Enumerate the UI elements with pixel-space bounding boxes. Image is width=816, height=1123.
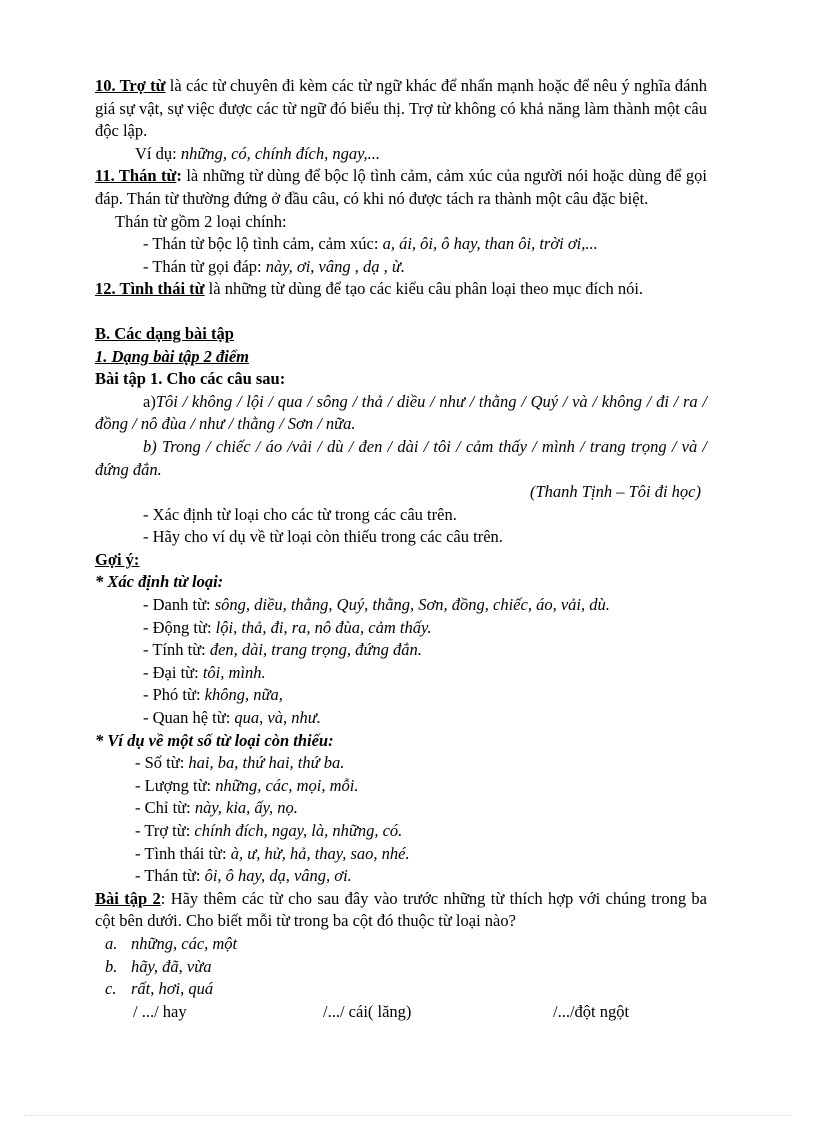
column-1: / .../ hay (133, 1001, 187, 1021)
option-text: những, các, một (131, 933, 238, 953)
word-class-label: - Chỉ từ: (135, 798, 195, 818)
section-12-paragraph (95, 278, 707, 301)
word-class-examples: chính đích, ngay, là, những, có. (194, 821, 403, 840)
exercise-1-title: Bài tập 1. Cho các câu sau: (95, 369, 286, 389)
type-1-examples: a, ái, ôi, ô hay, than ôi, trời ơi,... (382, 234, 598, 254)
word-class-label: - Tình thái từ: (135, 843, 231, 863)
word-class-examples: qua, và, như. (234, 708, 321, 728)
section-10-example (95, 143, 707, 166)
spacer (95, 301, 707, 323)
word-class-examples: này, kia, ấy, nọ. (194, 798, 298, 818)
section-11-paragraph (95, 165, 707, 210)
section-10-heading: 10. Trợ từ (95, 76, 166, 95)
option-label: c. (105, 979, 117, 999)
exercise-1-sentence-a (95, 391, 707, 436)
section-b-subtitle: 1. Dạng bài tập 2 điểm (95, 346, 250, 366)
section-11-colon: : (176, 166, 182, 186)
option-item (95, 978, 707, 1001)
option-item (95, 933, 707, 956)
missing-title: * Ví dụ về một số từ loại còn thiếu: (95, 730, 334, 750)
word-class-label: - Phó từ: (143, 685, 205, 705)
missing-item (95, 797, 707, 820)
classify-title: * Xác định từ loại: (95, 572, 224, 592)
option-text: hãy, đã, vừa (131, 956, 212, 976)
word-class-examples: những, các, mọi, mỗi. (215, 775, 359, 795)
option-text: rất, hơi, quá (131, 979, 214, 999)
classify-item (95, 617, 707, 640)
classify-item (95, 594, 707, 617)
exercise-2-columns (95, 1001, 707, 1025)
exercise-2-paragraph (95, 888, 707, 933)
missing-item (95, 752, 707, 775)
word-class-label: - Lượng từ: (135, 775, 216, 795)
word-class-label: - Danh từ: (143, 595, 215, 615)
word-class-examples: hai, ba, thứ hai, thứ ba. (188, 753, 345, 773)
section-11-body: là những từ dùng để bộc lộ tình cảm, cảm xúc của người nói hoặc dùng để gọi đáp. Thán từ thường đứng ở đầu câu, có khi nó được tách ra thành một câu đặc biệt. (95, 166, 707, 208)
column-3: /.../đột ngột (553, 1001, 630, 1021)
word-class-examples: không, nữa, (204, 685, 283, 705)
type-2-examples: này, ơi, vâng , dạ , ừ. (265, 256, 406, 276)
document-page (95, 75, 707, 1025)
interjection-type-2 (95, 256, 707, 279)
word-class-label: - Tính từ: (143, 640, 210, 660)
word-class-examples: lội, thả, đi, ra, nô đùa, cảm thấy. (215, 617, 432, 637)
section-11-heading: 11. Thán từ (95, 166, 177, 186)
classify-list (95, 594, 707, 730)
section-12-body: là những từ dùng để tạo các kiểu câu phân loại theo mục đích nói. (204, 279, 644, 299)
type-2-label: - Thán từ gọi đáp: (143, 256, 266, 276)
classify-item (95, 662, 707, 685)
word-class-label: - Thán từ: (135, 866, 205, 886)
missing-item (95, 820, 707, 843)
section-10-body: là các từ chuyên đi kèm các từ ngữ khác để nhấn mạnh hoặc để nêu ý nghĩa đánh giá sự vật, sự việc được các từ ngữ đó biểu thị. Trợ từ không có khả năng làm thành một câu độc lập. (95, 76, 708, 141)
word-class-examples: sông, diều, thằng, Quý, thằng, Sơn, đồng, chiếc, áo, vải, dù. (214, 595, 610, 615)
missing-list (95, 752, 707, 888)
exercise-1-task-1: - Xác định từ loại cho các từ trong các câu trên. (143, 504, 457, 524)
sentence-a-text: Tôi / không / lội / qua / sông / thả / diều / như / thằng / Quý / và / không / đi / ra / đồng / nô đùa / như / thằng / Sơn / nữa. (95, 391, 707, 434)
section-12-heading: 12. Tình thái từ (95, 279, 205, 299)
word-class-examples: à, ư, hử, hả, thay, sao, nhé. (230, 843, 410, 863)
word-class-examples: ôi, ô hay, dạ, vâng, ơi. (204, 866, 352, 886)
word-class-label: - Quan hệ từ: (143, 708, 235, 728)
word-class-label: - Trợ từ: (135, 821, 195, 840)
example-text: những, có, chính đích, ngay,... (180, 143, 381, 163)
exercise-2-body: : Hãy thêm các từ cho sau đây vào trước những từ thích hợp với chúng trong ba cột bên dưới. Cho biết mỗi từ trong ba cột đó thuộc từ loại nào? (95, 888, 708, 931)
exercise-1-sentence-b: b) Trong / chiếc / áo /vải / dù / đen / dài / tôi / cảm thấy / mình / trang trọng / và / đứng đắn. (95, 436, 707, 479)
classify-item (95, 639, 707, 662)
exercise-1-source: (Thanh Tịnh – Tôi đi học) (530, 482, 701, 502)
missing-item (95, 843, 707, 866)
word-class-label: - Số từ: (135, 753, 189, 773)
classify-item (95, 684, 707, 707)
word-class-label: - Đại từ: (143, 662, 203, 682)
interjection-type-1 (95, 233, 707, 256)
section-b-title: B. Các dạng bài tập (95, 323, 234, 343)
option-label: b. (105, 956, 118, 976)
classify-item (95, 707, 707, 730)
word-class-examples: đen, dài, trang trọng, đứng đắn. (209, 640, 422, 660)
missing-item (95, 775, 707, 798)
page-bottom-rule (24, 1115, 792, 1116)
example-label: Ví dụ: (135, 143, 181, 163)
hint-title: Gợi ý: (95, 549, 140, 569)
section-10-paragraph (95, 75, 707, 143)
word-class-examples: tôi, mình. (202, 662, 266, 682)
sentence-a-label: a) (143, 391, 156, 411)
type-1-label: - Thán từ bộc lộ tình cảm, cảm xúc: (143, 234, 383, 254)
exercise-2-title: Bài tập 2 (95, 888, 161, 908)
column-2: /.../ cái( lăng) (323, 1001, 412, 1021)
option-label: a. (105, 933, 118, 953)
interjection-types-intro: Thán từ gồm 2 loại chính: (115, 211, 287, 231)
option-item (95, 956, 707, 979)
exercise-2-options (95, 933, 707, 1001)
word-class-label: - Động từ: (143, 617, 216, 637)
exercise-1-task-2: - Hãy cho ví dụ về từ loại còn thiếu trong các câu trên. (143, 527, 503, 547)
missing-item (95, 865, 707, 888)
